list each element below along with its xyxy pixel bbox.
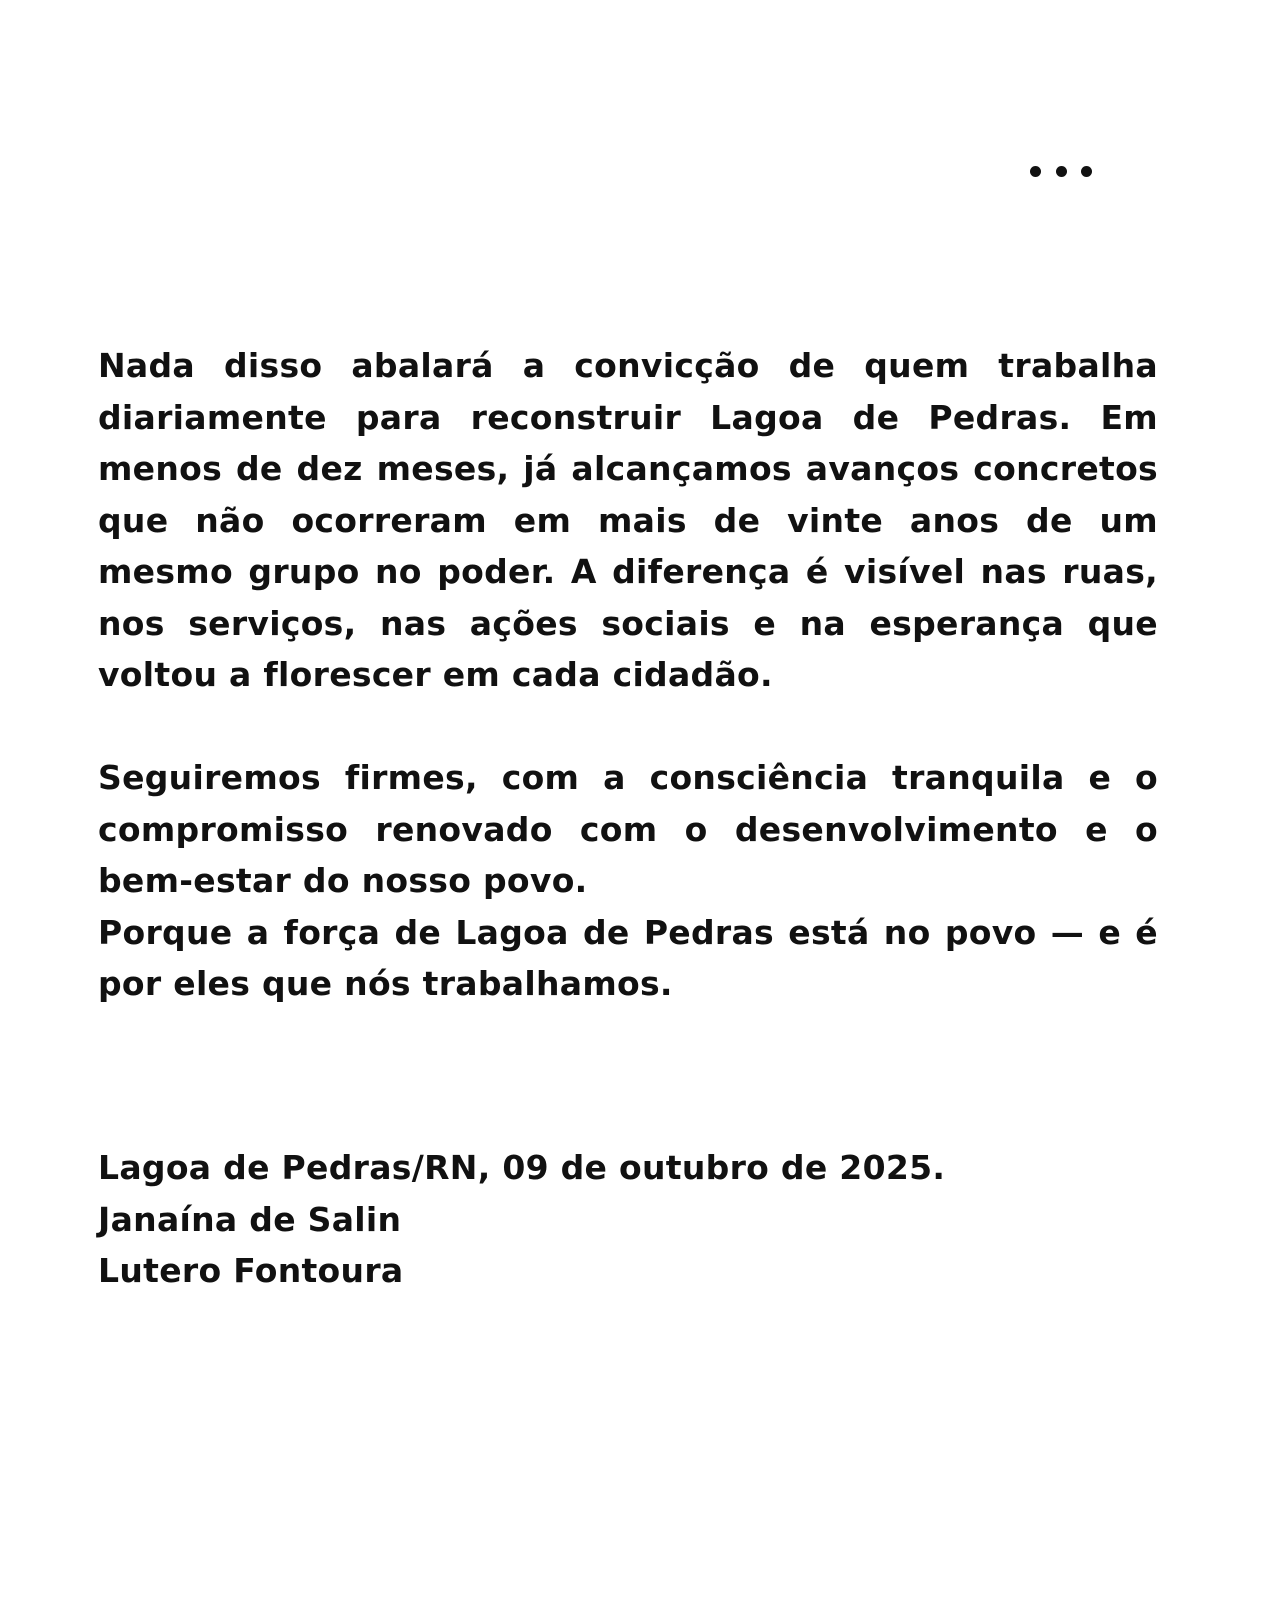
place-date: Lagoa de Pedras/RN, 09 de outubro de 2025. (98, 1148, 946, 1187)
paragraph-2: Seguiremos firmes, com a consciência tranquila e o compromisso renovado com o desenvolvimento e o bem-estar do nosso povo. (98, 758, 1158, 900)
paragraph-1: Nada disso abalará a convicção de quem trabalha diariamente para reconstruir Lagoa de Pedras. Em menos de dez meses, já alcançamos avanços concretos que não ocorreram em mais de vinte anos de um mesmo grupo no poder. A diferença é visível nas ruas, nos serviços, nas ações sociais e na esperança que voltou a florescer em cada cidadão. (98, 346, 1158, 694)
more-dot (1056, 166, 1067, 177)
document-body (98, 340, 1158, 1010)
more-dot (1030, 166, 1041, 177)
paragraph-3: Porque a força de Lagoa de Pedras está no povo — e é por eles que nós trabalhamos. (98, 912, 1158, 1003)
signatory-name: Lutero Fontoura (98, 1251, 404, 1290)
more-options-icon[interactable] (1030, 162, 1092, 180)
signature-block (98, 1142, 1158, 1297)
signatory-name: Janaína de Salin (98, 1199, 402, 1239)
paragraph-gap (98, 701, 1158, 753)
more-dot (1081, 166, 1092, 177)
